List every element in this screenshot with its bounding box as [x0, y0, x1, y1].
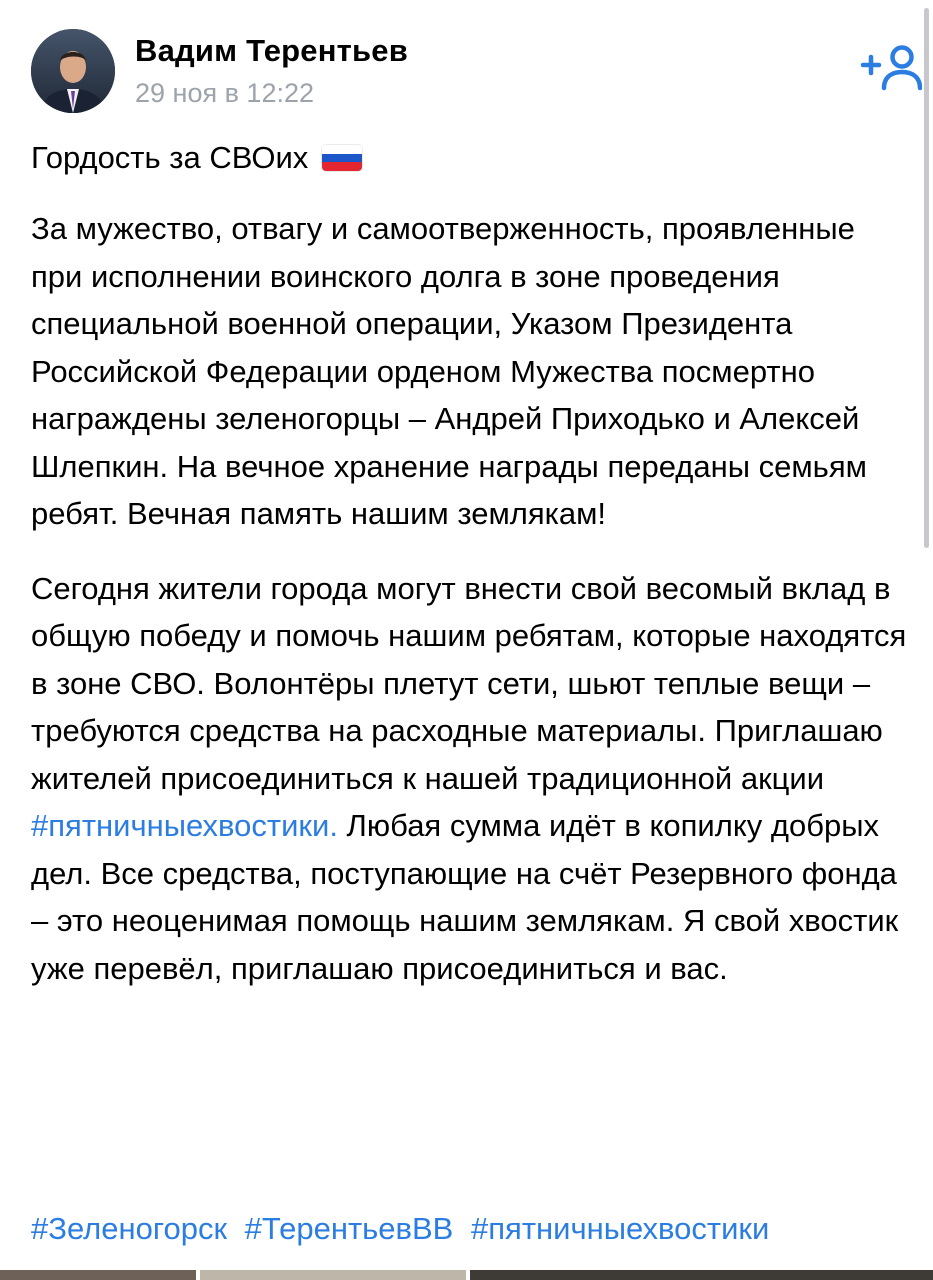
post-headline: [31, 138, 911, 178]
hashtag-fridaytails[interactable]: #пятничныехвостики: [471, 1211, 770, 1246]
hashtag-list: [31, 1207, 778, 1251]
paragraph-2-text-end: Любая сумма идёт в копилку добрых дел. Все средства, поступающие на счёт Резервного фонда – это неоценимая помощь нашим землякам. Я свой хвостик уже перевёл, приглашаю присоединиться и вас.: [31, 808, 899, 986]
hashtag-zelenogorsk[interactable]: #Зеленогорск: [31, 1211, 228, 1246]
post-paragraph-1: За мужество, отвагу и самоотверженность, проявленные при исполнении воинского долга в зоне проведения специальной военной операции, Указом Президента Российской Федерации орденом Мужества посмертно награждены зеленогорцы – Андрей Приходько и Алексей Шлепкин. На вечное хранение награды переданы семьям ребят. Вечная память нашим землякам!: [31, 211, 867, 531]
add-friend-icon[interactable]: [860, 44, 922, 92]
attached-photo[interactable]: [200, 1270, 466, 1280]
author-name[interactable]: Вадим Терентьев: [135, 33, 408, 68]
scrollbar[interactable]: [924, 8, 929, 548]
attached-photo[interactable]: [470, 1270, 933, 1280]
russia-flag-icon: [322, 145, 362, 171]
hashtag-terentyev[interactable]: #ТерентьевВВ: [244, 1211, 454, 1246]
paragraph-2-text: Сегодня жители города могут внести свой весомый вклад в общую победу и помочь нашим ребятам, которые находятся в зоне СВО. Волонтёры плетут сети, шьют теплые вещи – требуются средства на расходные материалы. Приглашаю жителей присоединиться к нашей традиционной акции: [31, 570, 907, 796]
post-text: [31, 138, 911, 992]
avatar[interactable]: [31, 29, 115, 113]
hashtag-link-inline[interactable]: #пятничныехвостики.: [31, 808, 338, 843]
post-paragraph-2: [31, 565, 911, 993]
attached-photo[interactable]: [0, 1270, 196, 1280]
post-date[interactable]: 29 ноя в 12:22: [135, 78, 314, 108]
attached-photos[interactable]: [0, 1270, 933, 1280]
headline-text: Гордость за СВОих: [31, 140, 309, 175]
